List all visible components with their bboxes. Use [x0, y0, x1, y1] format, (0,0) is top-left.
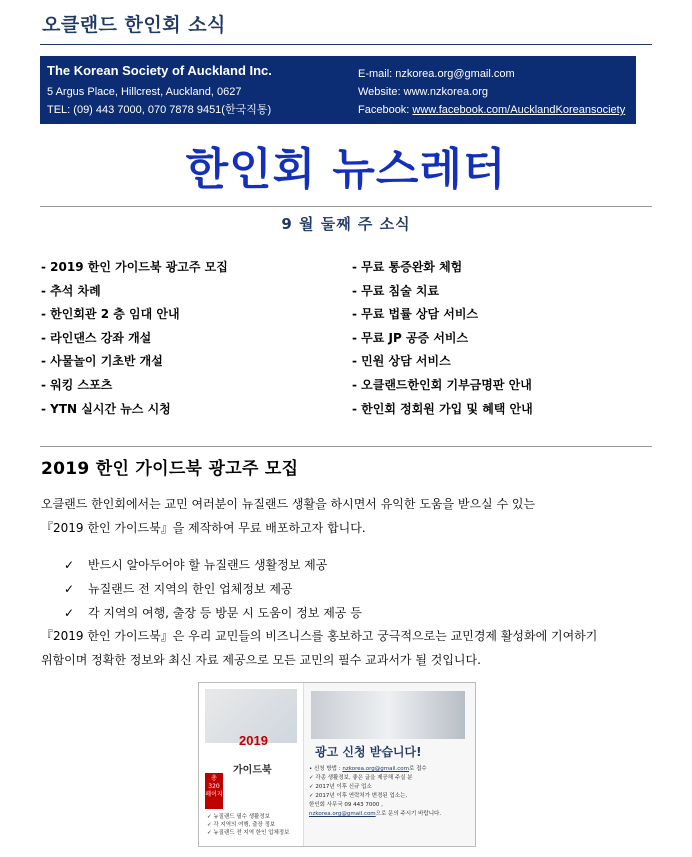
ad-cover	[199, 683, 304, 846]
ad-contact-email-line	[309, 810, 441, 819]
checklist-item	[64, 601, 362, 625]
ad-bullet: ✓ 뉴질랜드 전 지역 한인 업체정보	[207, 830, 290, 836]
header-divider	[40, 44, 652, 45]
toc-item[interactable]: - 오클랜드한인회 기부금명판 안내	[352, 377, 532, 392]
toc-item[interactable]: - 사물놀이 기초반 개설	[41, 354, 163, 369]
article-checklist	[64, 553, 362, 625]
toc-right-column	[352, 258, 533, 423]
newsletter-masthead: 한인회 뉴스레터	[185, 144, 507, 195]
address: 5 Argus Place, Hillcrest, Auckland, 0627	[47, 86, 242, 98]
check-icon: ✓	[64, 558, 75, 572]
ad-headline: 광고 신청 받습니다!	[315, 745, 422, 759]
ad-contact-email: nzkorea.org@gmail.com	[309, 811, 376, 817]
toc-item[interactable]: - 무료 통증완화 체험	[352, 260, 463, 274]
ad-bullet: ✓ 각 지역의 여행, 출장 정보	[207, 822, 276, 828]
toc-item[interactable]: - YTN 실시간 뉴스 시청	[41, 401, 171, 416]
ad-contact-suffix: 으로 문의 주시기 바랍니다.	[375, 811, 442, 817]
article-title: 2019 한인 가이드북 광고주 모집	[41, 459, 299, 479]
article-intro	[41, 492, 535, 540]
ad-method	[309, 765, 441, 774]
checklist-text: 반드시 알아두어야 할 뉴질랜드 생활정보 제공	[88, 558, 328, 572]
facebook-link[interactable]: www.facebook.com/AucklandKoreansociety	[412, 104, 626, 116]
facebook	[358, 101, 625, 119]
masthead-divider	[40, 206, 652, 207]
ad-method-email: nzkorea.org@gmail.com	[342, 766, 410, 772]
ad-method-label: • 신청 방법 :	[309, 766, 343, 772]
ad-method-suffix: 로 접수	[409, 766, 427, 772]
ad-year: 2019	[239, 733, 268, 748]
ad-note: ✓ 2017년 이후 연락처가 변경된 업소는,	[309, 793, 408, 799]
checklist-text: 각 지역의 여행, 출장 등 방문 시 도움이 정보 제공 등	[88, 606, 362, 620]
article-closing	[41, 624, 597, 672]
intro-line: 오클랜드 한인회에서는 교민 여러분이 뉴질랜드 생활을 하시면서 유익한 도움을 받으실 수 있는	[41, 497, 536, 511]
facebook-label: Facebook:	[358, 104, 413, 116]
section-divider	[40, 446, 652, 447]
check-icon: ✓	[64, 606, 75, 620]
guidebook-ad-image	[198, 682, 476, 847]
week-title: 9 월 둘째 주 소식	[281, 215, 411, 233]
closing-line: 위함이며 정확한 정보와 최신 자료 제공으로 모든 교민의 필수 교과서가 될 것입니다.	[41, 653, 481, 667]
ad-note: ✓ 2017년 이후 신규 업소	[309, 784, 372, 790]
page-title: 오클랜드 한인회 소식	[42, 14, 226, 36]
ad-contact: 한인회 사무국 09 443 7000 ,	[309, 802, 383, 808]
toc-item[interactable]: - 무료 침술 치료	[352, 283, 440, 298]
ad-photo	[311, 691, 465, 739]
ad-note: ✓ 각종 생활정보, 좋은 글을 제공해 주실 분	[309, 775, 413, 781]
ad-bullet: ✓ 뉴질랜드 필수 생활정보	[207, 814, 270, 820]
toc-item[interactable]: - 민원 상담 서비스	[352, 354, 451, 369]
toc-item[interactable]: - 한인회관 2 층 임대 안내	[41, 307, 180, 322]
toc-item[interactable]: - 무료 법률 상담 서비스	[352, 307, 479, 322]
toc-item[interactable]: - 추석 차례	[41, 283, 101, 298]
organization-name: The Korean Society of Auckland Inc.	[47, 63, 272, 78]
toc-item[interactable]: - 2019 한인 가이드북 광고주 모집	[41, 260, 228, 274]
ad-details	[309, 765, 441, 819]
contact-info-right	[358, 65, 625, 119]
contact-info-left	[47, 63, 272, 119]
ad-cover-bullets	[207, 813, 289, 837]
email: E-mail: nzkorea.org@gmail.com	[358, 68, 515, 80]
contact-info-box	[40, 56, 636, 124]
ad-pages-badge: 총 320 페이지	[205, 773, 223, 809]
website: Website: www.nzkorea.org	[358, 86, 489, 98]
check-icon: ✓	[64, 582, 75, 596]
toc-item[interactable]: - 라인댄스 강좌 개설	[41, 330, 152, 345]
toc-item[interactable]: - 워킹 스포츠	[41, 377, 113, 392]
closing-line: 『2019 한인 가이드북』은 우리 교민들의 비즈니스를 홍보하고 궁극적으로는 교민경제 활성화에 기여하기	[41, 629, 598, 643]
ad-book-title: 가이드북	[233, 765, 272, 776]
toc-left-column	[41, 258, 228, 423]
checklist-item	[64, 553, 362, 577]
intro-line: 『2019 한인 가이드북』을 제작하여 무료 배포하고자 합니다.	[41, 521, 366, 535]
checklist-item	[64, 577, 362, 601]
checklist-text: 뉴질랜드 전 지역의 한인 업체정보 제공	[88, 582, 293, 596]
ad-info-panel	[307, 687, 471, 842]
toc-item[interactable]: - 무료 JP 공증 서비스	[352, 330, 469, 345]
telephone: TEL: (09) 443 7000, 070 7878 9451(한국직통)	[47, 104, 272, 116]
toc-item[interactable]: - 한인회 정회원 가입 및 혜택 안내	[352, 401, 533, 416]
